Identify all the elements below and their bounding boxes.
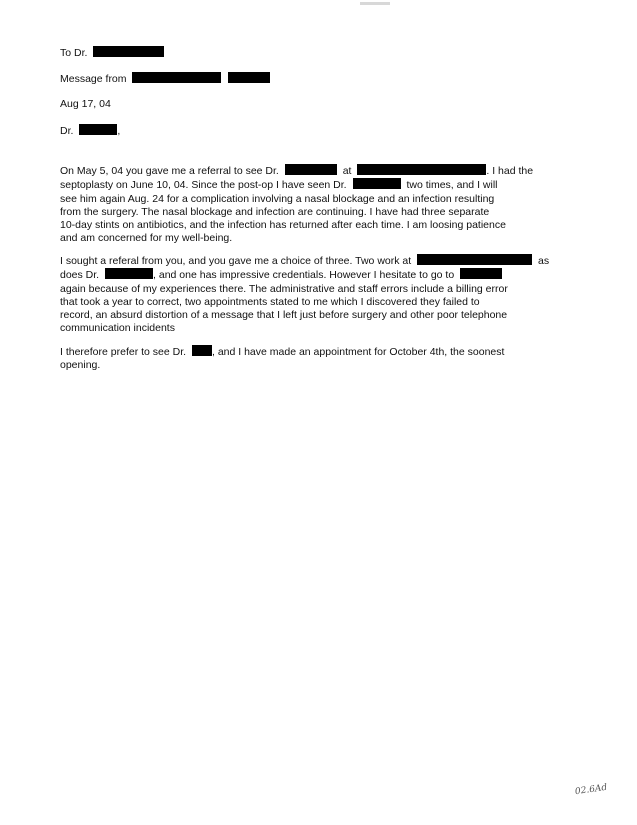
text-span: two times, and I will <box>406 179 498 192</box>
redaction-block <box>79 124 117 135</box>
handwritten-note: 02.6Ad <box>574 782 608 798</box>
text-line: 10-day stints on antibiotics, and the infection has returned after each time. I am loosing patience <box>60 219 506 232</box>
text-line <box>60 178 580 192</box>
text-span: , and one has impressive credentials. However I hesitate to go to <box>153 269 455 282</box>
text-span: does Dr. <box>60 269 100 282</box>
text-span: I therefore prefer to see Dr. <box>60 346 187 358</box>
salutation-punct: , <box>117 125 121 137</box>
text-line: from the surgery. The nasal blockage and infection are continuing. I have had three separate <box>60 205 490 218</box>
text-line <box>60 254 580 268</box>
text-line: that took a year to correct, two appointments stated to me which I discovered they failed to <box>60 295 480 308</box>
date-line <box>60 98 111 111</box>
text-span: . I had the <box>486 165 534 177</box>
text-line <box>60 164 580 178</box>
salutation-line <box>60 124 120 138</box>
redaction-block <box>460 268 502 279</box>
text-span: at <box>342 165 352 177</box>
to-label: To Dr. <box>60 47 88 59</box>
paragraph-2 <box>60 254 580 336</box>
text-span: I sought a referal from you, and you gave me a choice of three. Two work at <box>60 255 412 267</box>
message-from-line <box>60 72 270 86</box>
date-text: Aug 17, 04 <box>60 98 111 110</box>
text-span: septoplasty on June 10, 04. Since the post-op I have seen Dr. <box>60 179 347 192</box>
redaction-block <box>105 268 153 279</box>
text-span: On May 5, 04 you gave me a referral to see Dr. <box>60 165 279 177</box>
scan-artifact <box>360 2 390 5</box>
text-line: communication incidents <box>60 322 175 335</box>
redaction-block <box>228 72 270 83</box>
redaction-block <box>285 164 337 175</box>
text-line <box>60 345 580 359</box>
text-span: , and I have made an appointment for October 4th, the soonest <box>211 346 505 358</box>
redaction-block <box>353 178 401 189</box>
text-line: and am concerned for my well-being. <box>60 232 233 245</box>
text-line: opening. <box>60 359 101 372</box>
redaction-block <box>192 345 212 356</box>
salutation-label: Dr. <box>60 125 74 137</box>
text-line: again because of my experiences there. The administrative and staff errors include a billing error <box>60 282 508 295</box>
text-line <box>60 268 580 282</box>
text-line: record, an absurd distortion of a message that I left just before surgery and other poor telephone <box>60 309 508 322</box>
text-span: as <box>538 255 550 267</box>
paragraph-3 <box>60 345 580 373</box>
text-line: see him again Aug. 24 for a complication involving a nasal blockage and an infection resulting <box>60 192 495 205</box>
paragraph-1 <box>60 164 580 246</box>
redaction-block <box>417 254 532 265</box>
redaction-block <box>93 46 164 57</box>
to-line <box>60 46 164 60</box>
redaction-block <box>357 164 486 175</box>
redaction-block <box>132 72 221 83</box>
message-from-label: Message from <box>60 73 127 85</box>
